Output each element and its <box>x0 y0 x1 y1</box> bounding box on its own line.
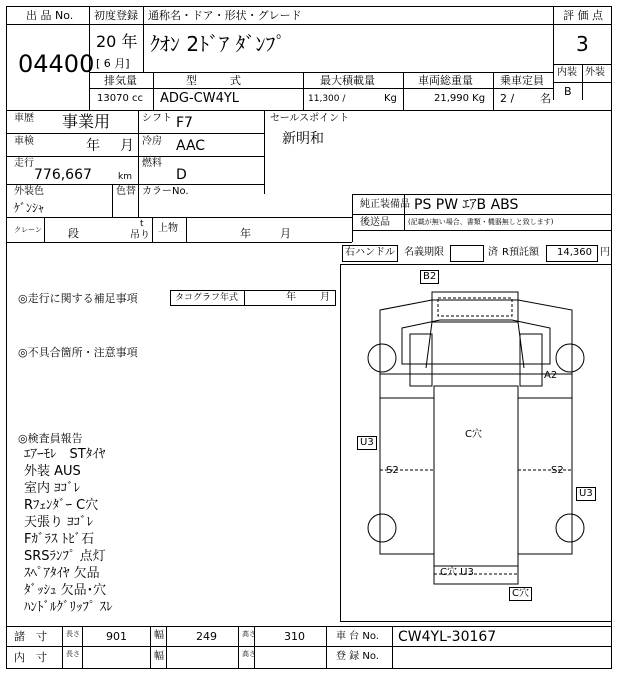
inspection-month: 月 <box>120 138 134 154</box>
color-no-label-2: カラーNo. <box>142 186 189 197</box>
selling-points-label: セールスポイント <box>270 113 350 124</box>
divider <box>264 110 265 194</box>
divider <box>6 646 612 647</box>
upper-body-label: 上物 <box>158 223 178 234</box>
ac: AAC <box>176 138 206 154</box>
divider <box>166 626 167 669</box>
gross-weight: 21,990 Kg <box>434 93 486 104</box>
crane-stage: 段 <box>68 227 79 240</box>
fuel-label: 燃料 <box>142 158 162 169</box>
inspection-year: 年 <box>86 138 100 154</box>
damage-code: S2 <box>386 465 399 476</box>
mileage-label: 走行 <box>14 158 34 169</box>
damage-code: A2 <box>544 370 558 381</box>
inspection-label: 車検 <box>14 136 34 147</box>
divider <box>493 72 494 110</box>
divider <box>392 626 393 669</box>
divider <box>352 230 612 231</box>
color-no-label: 色替 <box>116 186 136 197</box>
name-change-box <box>450 245 484 262</box>
divider <box>6 156 264 157</box>
capacity-value: 2 / <box>500 92 515 105</box>
interior-grade: B <box>564 85 572 98</box>
report-line: 外装 AUS <box>24 464 81 479</box>
wheel-rear-right <box>556 514 584 542</box>
model-label: 型 式 <box>186 74 241 87</box>
ac-label: 冷房 <box>142 136 162 147</box>
truck-diagram <box>340 264 612 622</box>
yen-label: 円 <box>600 247 610 258</box>
max-load: 11,300 / <box>308 94 346 104</box>
inspector-report-label: ◎検査員報告 <box>18 432 83 445</box>
divider <box>186 217 187 242</box>
divider <box>352 194 353 242</box>
divider <box>6 110 612 111</box>
score: 3 <box>576 32 589 56</box>
tachograph-label: タコグラフ年式 <box>175 293 239 303</box>
dump-body-left <box>380 374 434 554</box>
aftermarket-note: (記載が無い場合、書類・機器無しと致します) <box>408 218 554 226</box>
report-line: 室内 ﾖｺﾞﾚ <box>24 481 81 496</box>
damage-code: S2 <box>551 465 564 476</box>
exterior-color: ｹﾞﾝｼｬ <box>14 201 45 215</box>
car-name: ｸｵﾝ 2ﾄﾞｱ ﾀﾞﾝﾌﾟ <box>150 32 286 56</box>
exterior-color-label: 外装色 <box>14 186 44 197</box>
crane-label: クレーン <box>14 226 42 234</box>
report-line: SRSﾗﾝﾌﾟ 点灯 <box>24 549 106 564</box>
damage-code: C穴 <box>465 429 482 440</box>
recycle-deposit: 14,360 <box>557 247 592 258</box>
driving-notes-label: ◎走行に関する補足事項 <box>18 292 138 305</box>
divider <box>153 72 154 110</box>
name-change-label: 名義期限 <box>404 247 444 258</box>
report-line: ﾀﾞｯｼｭ 欠品･穴 <box>24 583 107 598</box>
aftermarket-label: 後送品 <box>360 217 390 228</box>
selling-points: 新明和 <box>282 131 324 147</box>
report-line: ｴｱｰﾓﾚ STﾀｲﾔ <box>24 447 106 462</box>
model: ADG-CW4YL <box>160 91 240 106</box>
divider <box>403 72 404 110</box>
first-reg-label: 初度登録 <box>94 9 138 22</box>
divider <box>89 72 553 73</box>
score-label: 評 価 点 <box>563 9 603 22</box>
dump-body-side <box>380 398 572 554</box>
wheel-front-left <box>368 344 396 372</box>
width: 249 <box>196 630 217 643</box>
chassis-no: CW4YL-30167 <box>398 629 497 645</box>
damage-code: U3 <box>576 487 596 501</box>
first-reg-year: 20 年 <box>96 32 138 51</box>
displacement-label: 排気量 <box>104 74 137 87</box>
dims-label: 諸 寸 <box>14 630 47 643</box>
fuel: D <box>176 167 187 183</box>
divider <box>244 290 245 306</box>
recycle-label: 済 <box>488 247 498 258</box>
exterior-label: 外装 <box>585 67 605 78</box>
inner-width-label: 幅 <box>154 651 164 662</box>
standard-equipment-label: 純正装備品 <box>360 199 410 210</box>
inner-label: 内 寸 <box>14 651 47 664</box>
windshield <box>402 320 550 364</box>
cab-front <box>380 300 572 374</box>
divider <box>238 626 239 669</box>
gross-weight-label: 車両総重量 <box>418 74 473 87</box>
dump-body-right <box>518 374 572 554</box>
tachograph-year: 年 <box>286 292 296 303</box>
divider <box>553 6 554 100</box>
divider <box>6 184 264 185</box>
tachograph-month: 月 <box>320 292 330 303</box>
divider <box>82 626 83 669</box>
shift-label: シフト <box>142 113 172 124</box>
damage-code: B2 <box>420 270 439 284</box>
inner-length-label: 長さ <box>66 650 80 658</box>
divider <box>553 82 612 83</box>
height: 310 <box>284 630 305 643</box>
cab-roof <box>432 292 518 322</box>
interior-label: 内装 <box>557 67 577 78</box>
registration-label: 登 録 No. <box>336 651 379 662</box>
divider <box>6 217 352 218</box>
divider <box>62 626 63 669</box>
max-load-unit: Kg <box>384 93 397 104</box>
history: 事業用 <box>62 112 111 131</box>
divider <box>6 24 89 25</box>
length-label: 長さ <box>66 630 80 638</box>
divider <box>303 72 304 110</box>
crane-hook: 吊り <box>130 230 150 241</box>
standard-equipment: PS PW ｴｱB ABS <box>414 197 519 213</box>
right-hand-drive: 右ハンドル <box>345 247 395 258</box>
divider <box>352 194 612 195</box>
divider <box>152 217 153 242</box>
divider <box>150 626 151 669</box>
damage-code: C穴 <box>509 587 532 601</box>
divider <box>112 184 113 217</box>
report-line: 天張り ﾖｺﾞﾚ <box>24 515 94 530</box>
chassis-label: 車 台 No. <box>336 631 379 642</box>
first-reg-month: [ 6 月] <box>96 57 130 70</box>
lot-no-label: 出 品 No. <box>26 9 74 22</box>
lot-no: 04400 <box>18 50 95 78</box>
divider <box>89 24 553 25</box>
divider <box>89 88 553 89</box>
cab-roof-inner <box>438 298 512 316</box>
shift: F7 <box>176 115 193 131</box>
report-line: Rﾌｪﾝﾀﾞｰ C穴 <box>24 498 99 513</box>
divider <box>352 214 612 215</box>
report-line: ｽﾍﾟｱﾀｲﾔ 欠品 <box>24 566 100 581</box>
wheel-rear-left <box>368 514 396 542</box>
divider <box>6 133 264 134</box>
divider <box>553 24 612 25</box>
crane-ton: t <box>140 219 144 229</box>
dump-body-floor <box>434 386 518 566</box>
divider <box>44 217 45 242</box>
mileage-unit: km <box>118 172 132 182</box>
report-line: Fｶﾞﾗｽ ﾄﾋﾞ石 <box>24 532 95 547</box>
displacement: 13070 cc <box>97 93 143 104</box>
inner-height-label: 高さ <box>242 650 256 658</box>
max-load-label: 最大積載量 <box>320 74 375 87</box>
mileage: 776,667 <box>34 167 92 183</box>
damage-code: C穴 U3 <box>440 567 474 578</box>
divider <box>326 626 327 669</box>
history-label: 車歴 <box>14 113 34 124</box>
width-label: 幅 <box>154 630 164 641</box>
damage-code: U3 <box>357 436 377 450</box>
wheel-front-right <box>556 344 584 372</box>
defects-label: ◎不具合箇所・注意事項 <box>18 346 138 359</box>
length: 901 <box>106 630 127 643</box>
name-label: 通称名・ドア・形状・グレード <box>148 9 302 22</box>
report-line: ﾊﾝﾄﾞﾙｸﾞﾘｯﾌﾟ ｽﾚ <box>24 600 113 615</box>
divider <box>6 626 612 627</box>
upper-month: 月 <box>280 227 291 240</box>
divider <box>6 242 352 243</box>
cab-pillar <box>426 322 524 368</box>
capacity-unit: 名 <box>540 92 551 105</box>
divider <box>138 110 139 217</box>
upper-year: 年 <box>240 227 251 240</box>
capacity-label: 乗車定員 <box>500 74 544 87</box>
divider <box>143 6 144 72</box>
recycle-deposit-label: R預託額 <box>502 247 539 258</box>
height-label: 高さ <box>242 630 256 638</box>
